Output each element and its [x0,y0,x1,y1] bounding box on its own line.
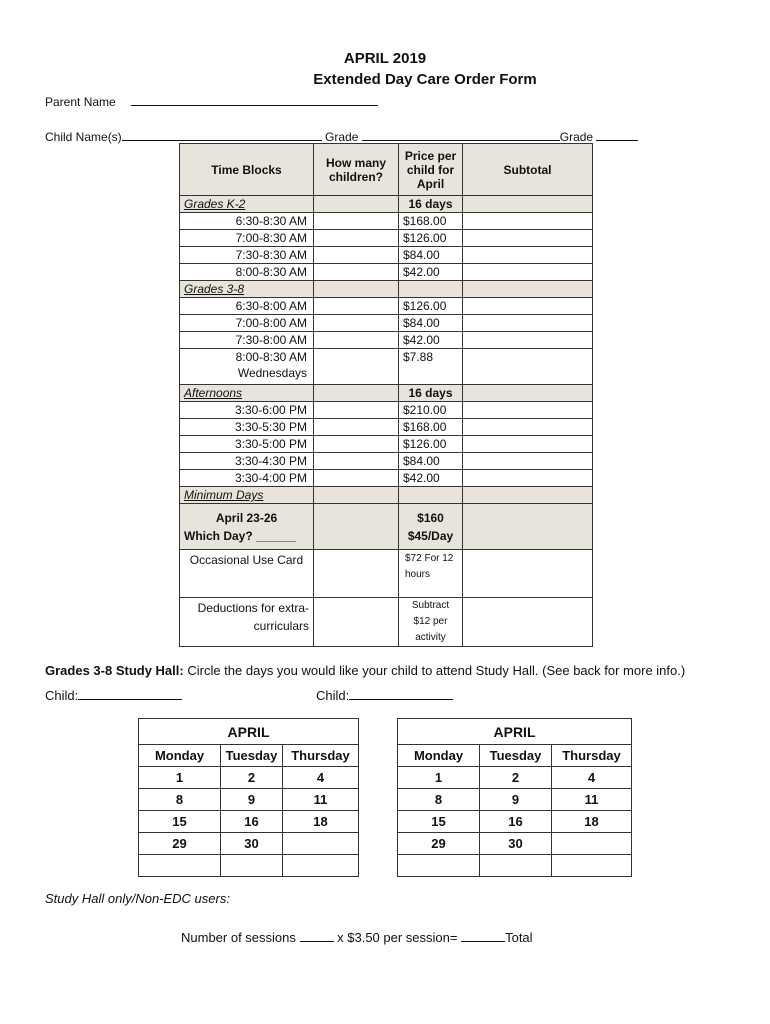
grade-field-1[interactable] [362,128,560,141]
calendar-day[interactable]: 29 [139,833,221,855]
calendar-day[interactable]: 30 [480,833,552,855]
children-input[interactable] [314,419,399,436]
minimum-days-info [180,504,314,550]
section-row-afternoons [180,385,593,402]
calendar-day[interactable]: 1 [139,767,221,789]
deductions-label: Deductions for extra-curriculars [180,598,314,647]
price: $84.00 [399,453,463,470]
children-input[interactable] [314,349,399,385]
children-input[interactable] [314,298,399,315]
calendar-day[interactable]: 2 [221,767,283,789]
children-input[interactable] [314,315,399,332]
total-label: Total [505,930,533,945]
order-table [179,143,593,647]
child-label: Child: [316,688,350,703]
section-row-3-8 [180,281,593,298]
subtotal-input[interactable] [463,247,593,264]
sessions-field[interactable] [300,929,334,942]
children-input[interactable] [314,264,399,281]
children-input[interactable] [314,196,399,213]
form-subtitle: Extended Day Care Order Form [313,71,537,88]
subtotal-input[interactable] [463,349,593,385]
children-input[interactable] [314,550,399,598]
children-input[interactable] [314,281,399,298]
child-name-row [45,128,638,144]
price: $84.00 [399,315,463,332]
section-label: Afternoons [180,385,314,402]
table-row [180,419,593,436]
day-header: Monday [139,745,221,767]
time-block: 6:30-8:30 AM [180,213,314,230]
children-input[interactable] [314,402,399,419]
calendar-day[interactable]: 4 [552,767,632,789]
time-block: 7:30-8:30 AM [180,247,314,264]
children-input[interactable] [314,385,399,402]
calendar-day[interactable]: 11 [283,789,359,811]
calendar-day [283,855,359,877]
subtotal-input[interactable] [463,419,593,436]
calendar-day[interactable]: 16 [480,811,552,833]
table-row [180,349,593,385]
occasional-use-label: Occasional Use Card [180,550,314,598]
time-block: 7:00-8:00 AM [180,315,314,332]
price: $7.88 [399,349,463,385]
occasional-use-price: $72 For 12 hours [399,550,463,598]
child-field[interactable] [78,687,182,700]
day-header: Tuesday [480,745,552,767]
subtotal-input[interactable] [463,550,593,598]
calendar-day [398,855,480,877]
calendar-month: APRIL [398,719,632,745]
price: $84.00 [399,247,463,264]
time-block: 6:30-8:00 AM [180,298,314,315]
calendar-day[interactable] [283,833,359,855]
study-hall-heading: Grades 3-8 Study Hall: [45,663,184,678]
calendar-day[interactable]: 29 [398,833,480,855]
table-row [180,402,593,419]
price: $126.00 [399,230,463,247]
calendar-day[interactable]: 18 [283,811,359,833]
sessions-label: Number of sessions [181,930,296,945]
calendar-day [552,855,632,877]
minimum-days-row [180,504,593,550]
time-block: 8:00-8:30 AM Wednesdays [180,349,314,385]
price: $210.00 [399,402,463,419]
study-hall-line [45,663,685,678]
sessions-line [181,929,533,945]
child-name-field[interactable] [122,128,322,141]
calendar-day[interactable]: 30 [221,833,283,855]
table-row [180,332,593,349]
calendar-day[interactable]: 4 [283,767,359,789]
calendar-day[interactable] [552,833,632,855]
children-input[interactable] [314,230,399,247]
day-header: Thursday [283,745,359,767]
child-field-row-2 [316,687,453,703]
children-input[interactable] [314,436,399,453]
calendar-day[interactable]: 8 [398,789,480,811]
table-row [180,264,593,281]
table-row [180,247,593,264]
section-label: Grades 3-8 [180,281,314,298]
table-row [180,298,593,315]
children-input[interactable] [314,332,399,349]
parent-name-field[interactable] [131,93,378,106]
study-hall-calendar-2 [397,718,632,877]
calendar-day[interactable]: 9 [480,789,552,811]
table-header-row [180,144,593,196]
children-input[interactable] [314,470,399,487]
col-price: Price per child for April [399,144,463,196]
parent-name-row [45,93,378,109]
subtotal-input[interactable] [463,504,593,550]
col-subtotal: Subtotal [463,144,593,196]
table-row [180,213,593,230]
calendar-day [480,855,552,877]
calendar-day[interactable]: 2 [480,767,552,789]
section-days: 16 days [399,196,463,213]
table-row [180,436,593,453]
subtotal-input[interactable] [463,264,593,281]
children-input[interactable] [314,213,399,230]
deductions-price: Subtract $12 per activity [399,598,463,647]
minimum-days-price-total: $160 [417,510,444,525]
subtotal-input[interactable] [463,213,593,230]
subtotal-input[interactable] [463,315,593,332]
calendar-day[interactable]: 1 [398,767,480,789]
section-days: 16 days [399,385,463,402]
child-label: Child: [45,688,79,703]
children-input[interactable] [314,453,399,470]
study-hall-calendar-1 [138,718,359,877]
price: $168.00 [399,213,463,230]
section-row-k2 [180,196,593,213]
minimum-days-price [399,504,463,550]
day-header: Tuesday [221,745,283,767]
section-label: Minimum Days [180,487,314,504]
subtotal-input[interactable] [463,402,593,419]
form-title: APRIL 2019 [343,50,427,67]
session-rate: x $3.50 per session= [337,930,458,945]
time-block: 7:00-8:30 AM [180,230,314,247]
calendar-month: APRIL [139,719,359,745]
time-block: 8:00-8:30 AM [180,264,314,281]
price: $42.00 [399,332,463,349]
empty-cell [399,487,463,504]
grade-label-2: Grade [559,130,594,144]
calendar-day[interactable]: 11 [552,789,632,811]
minimum-days-price-daily: $45/Day [407,528,454,543]
calendar-day [221,855,283,877]
price: $42.00 [399,470,463,487]
child-field-row-1 [45,687,182,703]
subtotal-input[interactable] [463,598,593,647]
section-days [399,281,463,298]
which-day-field[interactable]: Which Day? ______ [184,528,297,543]
child-name-label: Child Name(s) [45,130,122,144]
time-block: 3:30-4:00 PM [180,470,314,487]
children-input[interactable] [314,247,399,264]
time-block: 3:30-5:00 PM [180,436,314,453]
table-row [180,315,593,332]
section-row-minimum-days [180,487,593,504]
table-row [180,470,593,487]
calendar-day[interactable]: 18 [552,811,632,833]
price: $168.00 [399,419,463,436]
subtotal-input[interactable] [463,196,593,213]
time-block: 7:30-8:00 AM [180,332,314,349]
price: $126.00 [399,298,463,315]
calendar-day[interactable]: 8 [139,789,221,811]
children-input[interactable] [314,598,399,647]
calendar-day[interactable]: 16 [221,811,283,833]
child-field[interactable] [349,687,453,700]
table-row [180,230,593,247]
grade-field-2[interactable] [596,128,638,141]
minimum-days-dates: April 23-26 [215,510,278,525]
deductions-row [180,598,593,647]
table-row [180,453,593,470]
col-time-blocks: Time Blocks [180,144,314,196]
time-block: 3:30-4:30 PM [180,453,314,470]
children-input[interactable] [314,487,399,504]
subtotal-input[interactable] [463,487,593,504]
study-hall-instructions: Circle the days you would like your child to attend Study Hall. (See back for more info.) [187,663,686,678]
calendar-day[interactable]: 15 [139,811,221,833]
occasional-use-row [180,550,593,598]
parent-name-label: Parent Name [45,95,116,109]
price: $42.00 [399,264,463,281]
grade-label-1: Grade [325,130,359,144]
day-header: Thursday [552,745,632,767]
time-block: 3:30-6:00 PM [180,402,314,419]
calendar-day[interactable]: 15 [398,811,480,833]
study-hall-only-note: Study Hall only/Non-EDC users: [45,891,230,906]
calendar-day [139,855,221,877]
section-label: Grades K-2 [180,196,314,213]
time-block: 3:30-5:30 PM [180,419,314,436]
subtotal-input[interactable] [463,453,593,470]
price: $126.00 [399,436,463,453]
day-header: Monday [398,745,480,767]
subtotal-input[interactable] [463,385,593,402]
subtotal-input[interactable] [463,230,593,247]
subtotal-input[interactable] [463,298,593,315]
subtotal-input[interactable] [463,436,593,453]
children-input[interactable] [314,504,399,550]
subtotal-input[interactable] [463,281,593,298]
col-how-many: How many children? [314,144,399,196]
subtotal-input[interactable] [463,470,593,487]
subtotal-input[interactable] [463,332,593,349]
total-field[interactable] [461,929,505,942]
calendar-day[interactable]: 9 [221,789,283,811]
